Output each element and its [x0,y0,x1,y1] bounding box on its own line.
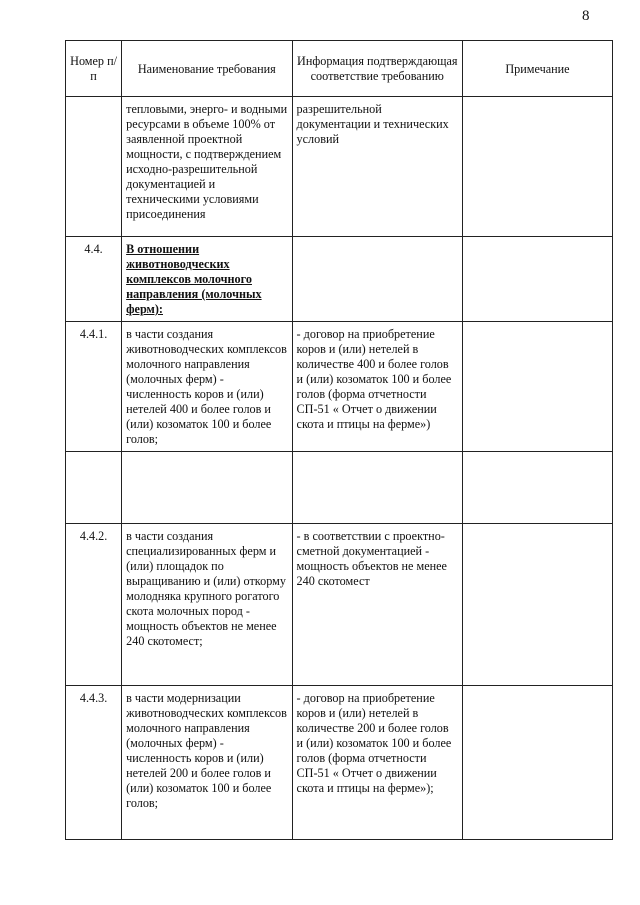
row-number: 4.4.1. [66,322,122,452]
row-note [462,322,612,452]
row-number [66,97,122,237]
row-number: 4.4.3. [66,686,122,840]
header-info: Информация подтверждающая соответствие требованию [292,41,462,97]
row-info: - договор на приобретение коров и (или) нетелей в количестве 400 и более голов и (или) козоматок 100 и более голов (форма отчетности СП-51 « Отчет о движении скота и птицы на ферме») [292,322,462,452]
row-number: 4.4.2. [66,524,122,686]
header-note: Примечание [462,41,612,97]
table-header-row [66,41,613,97]
row-requirement: в части модернизации животноводческих комплексов молочного направления (молочных ферм) - численность коров и (или) нетелей 200 и более голов и (или) козоматок 100 и более голов; [122,686,292,840]
row-info [292,452,462,524]
row-note [462,524,612,686]
row-requirement [122,237,292,322]
row-requirement: в части создания животноводческих комплексов молочного направления (молочных ферм) - численность коров и (или) нетелей 400 и более голов и (или) козоматок 100 и более голов; [122,322,292,452]
row-number [66,452,122,524]
table-row [66,686,613,840]
section-heading: В отношении животноводческих комплексов молочного направления (молочных ферм): [126,242,262,316]
row-info: разрешительной документации и технических условий [292,97,462,237]
header-number: Номер п/п [66,41,122,97]
row-note [462,97,612,237]
row-info: - в соответствии с проектно-сметной документацией - мощность объектов не менее 240 скотомест [292,524,462,686]
row-requirement: в части создания специализированных ферм и (или) площадок по выращиванию и (или) откорму молодняка крупного рогатого скота молочных пород - мощность объектов не менее 240 скотомест; [122,524,292,686]
page-number: 8 [582,8,590,24]
table-row [66,322,613,452]
row-number: 4.4. [66,237,122,322]
table-row [66,237,613,322]
row-info: - договор на приобретение коров и (или) нетелей в количестве 200 и более голов и (или) козоматок 100 и более голов (форма отчетности СП-51 « Отчет о движении скота и птицы на ферме»); [292,686,462,840]
row-note [462,686,612,840]
row-requirement: тепловыми, энерго- и водными ресурсами в объеме 100% от заявленной проектной мощности, с подтверждением исходно-разрешительной документацией и техническими условиями присоединения [122,97,292,237]
requirements-table [65,40,613,840]
row-requirement [122,452,292,524]
row-note [462,237,612,322]
table-row [66,524,613,686]
row-note [462,452,612,524]
table-row [66,97,613,237]
table-row [66,452,613,524]
row-info [292,237,462,322]
header-name: Наименование требования [122,41,292,97]
